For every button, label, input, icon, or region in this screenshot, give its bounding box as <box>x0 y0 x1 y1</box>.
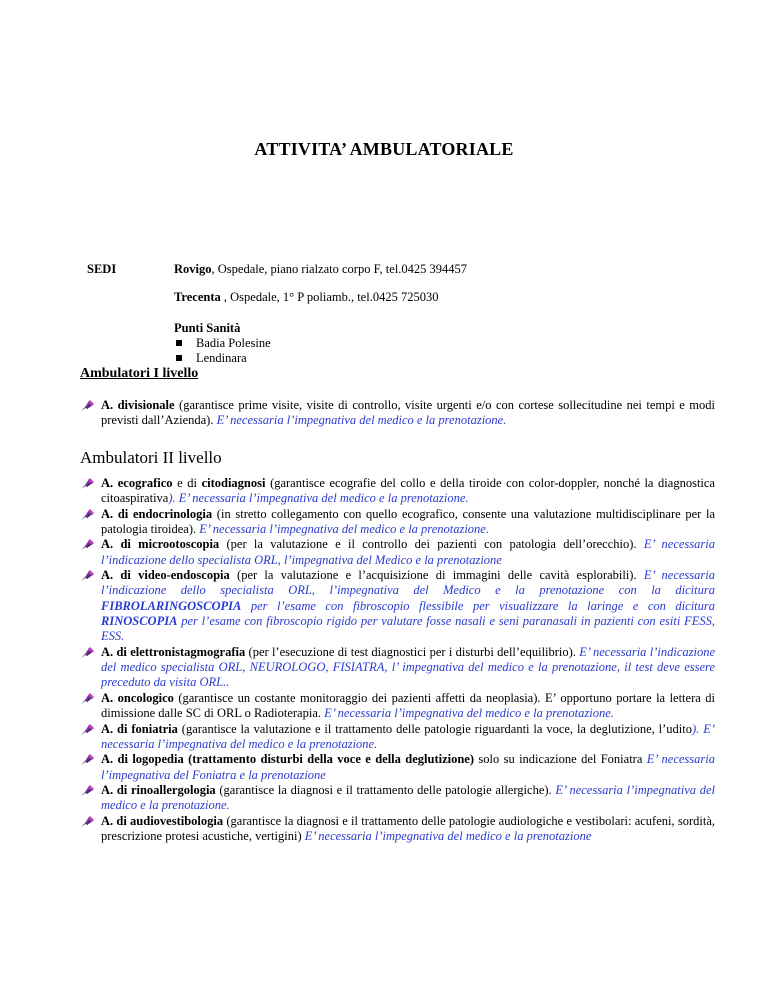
item-title: A. di video-endoscopia <box>101 568 230 583</box>
sede-trecenta-name: Trecenta <box>174 290 221 304</box>
item-title: A. oncologico <box>101 690 174 705</box>
list-item <box>80 398 715 429</box>
punto-label: Badia Polesine <box>196 336 271 350</box>
list-item <box>80 722 715 753</box>
section1-list <box>80 398 715 429</box>
punto-label: Lendinara <box>196 351 247 365</box>
section2-list <box>80 476 715 844</box>
pushpin-icon <box>80 754 94 766</box>
sedi-label: SEDI <box>87 262 117 276</box>
item-note: E’ necessaria l’indicazione del medico specialista ORL, NEUROLOGO, FISIATRA, l’ impegnativa del medico e la prenotazione, il test deve essere preceduto da visita ORL.. <box>101 644 716 690</box>
section1-heading-c: livello <box>162 366 199 381</box>
item-text: (per l’esecuzione di test diagnostici per i disturbi dell’equilibrio). <box>245 644 580 659</box>
pushpin-icon <box>80 400 94 412</box>
sede-rovigo-text: , Ospedale, piano rialzato corpo F, tel.0425 394457 <box>211 262 468 276</box>
square-bullet-icon <box>176 340 182 346</box>
item-text: (in stretto collegamento con quello ecografico, consente una valutazione multidisciplinare per la patologia tiroidea). <box>101 506 716 537</box>
item-title-2: citodiagnosi <box>201 476 266 490</box>
sede-trecenta-text: , Ospedale, 1° P poliamb., tel.0425 725030 <box>220 290 439 304</box>
item-note: E’ necessaria l’indicazione dello specialista ORL, l’impegnativa del Medico e la prenotazione con la dicitura <box>101 568 715 598</box>
item-text: (garantisce prime visite, visite di controllo, visite urgenti e/o con cortese sollecitudine nei tempi e modi previsti dall’Azienda). <box>101 398 715 428</box>
item-title: A. ecografico <box>101 476 173 490</box>
item-title: A. di audiovestibologia <box>101 813 224 828</box>
pushpin-icon <box>80 693 94 705</box>
page-title: ATTIVITA’ AMBULATORIALE <box>254 139 514 159</box>
item-title: A. di foniatria <box>101 721 178 736</box>
square-bullet-icon <box>176 355 182 361</box>
item-text: solo su indicazione del Foniatra <box>474 752 647 767</box>
item-keyword-1: FIBROLARINGOSCOPIA <box>101 598 242 613</box>
pushpin-icon <box>80 816 94 828</box>
item-note: E’ necessaria l’impegnativa del medico e la prenotazione. <box>324 706 614 721</box>
item-note: ). E’ necessaria l’impegnativa del medico e la prenotazione. <box>101 721 715 751</box>
item-keyword-2: RINOSCOPIA <box>101 614 178 629</box>
item-mid: e di <box>172 476 202 490</box>
sede-trecenta <box>174 290 438 305</box>
pushpin-icon <box>80 509 94 521</box>
item-text: (garantisce ecografie del collo e della tiroide con color-doppler, nonché la diagnostica citoaspirativa <box>101 476 715 506</box>
sede-rovigo-name: Rovigo <box>174 262 212 276</box>
list-item <box>80 752 715 783</box>
pushpin-icon <box>80 570 94 582</box>
item-note: E’ necessaria l’indicazione dello specialista ORL, l’impegnativa del Medico e la prenotazione <box>101 537 715 567</box>
list-item <box>80 783 715 814</box>
pushpin-icon <box>80 539 94 551</box>
item-title: A. di microotoscopia <box>101 537 220 552</box>
item-title: A. di endocrinologia <box>101 506 213 521</box>
pushpin-icon <box>80 785 94 797</box>
list-item <box>80 814 715 845</box>
item-text: (per la valutazione e il controllo dei pazienti con patologia dell’orecchio). <box>219 537 644 552</box>
item-note: E’ necessaria l’impegnativa del Foniatra e la prenotazione <box>101 752 715 782</box>
punti-sanita-list <box>174 336 271 366</box>
item-title: A. divisionale <box>101 398 175 412</box>
pushpin-icon <box>80 724 94 736</box>
section1-heading-a: Ambulatori <box>80 366 150 381</box>
list-item <box>174 336 271 351</box>
item-title: A. di elettronistagmografia <box>101 644 246 659</box>
list-item <box>80 645 715 691</box>
item-note: E’ necessaria l’impegnativa del medico e la prenotazione. <box>199 522 489 537</box>
item-text: (per la valutazione e l’acquisizione di immagini delle cavità esplorabili). <box>229 568 644 583</box>
item-note: E’ necessaria l’impegnativa del medico e la prenotazione. <box>216 413 507 428</box>
list-item <box>80 476 715 507</box>
pushpin-icon <box>80 478 94 490</box>
item-note: E’ necessaria l’impegnativa del medico e la prenotazione. <box>101 782 715 813</box>
item-note: E’ necessaria l’impegnativa del medico e la prenotazione <box>304 828 592 843</box>
item-note-3: per l’esame con fibroscopio rigido per valutare fosse nasali e seni paranasali in pazienti con esiti FESS, ESS. <box>101 614 715 644</box>
punti-sanita <box>174 321 271 366</box>
item-text: (garantisce la diagnosi e il trattamento delle patologie allergiche). <box>215 782 556 797</box>
section1-heading <box>80 366 198 382</box>
section1-heading-b: I <box>153 366 159 381</box>
pushpin-icon <box>80 647 94 659</box>
item-note-2: per l’esame con fibroscopio flessibile per visualizzare la laringe e con dicitura <box>241 598 715 613</box>
item-text: (garantisce la valutazione e il trattamento delle patologie riguardanti la voce, la deglutizione, l’udito <box>177 721 693 736</box>
item-title: A. di rinoallergologia <box>101 782 216 797</box>
item-note: ). E’ necessaria l’impegnativa del medico e la prenotazione. <box>168 491 469 506</box>
item-text: (garantisce la diagnosi e il trattamento delle patologie audiologiche e vestibolari: acufeni, sordità, prescrizione protesi acustiche, vertigini) <box>101 813 715 843</box>
sede-rovigo <box>174 262 467 277</box>
section2-heading: Ambulatori II livello <box>80 448 222 467</box>
punti-sanita-heading: Punti Sanità <box>174 321 241 335</box>
list-item <box>80 568 715 645</box>
item-title: A. di logopedia (trattamento disturbi della voce e della deglutizione) <box>101 752 475 767</box>
list-item <box>174 351 271 366</box>
list-item <box>80 537 715 568</box>
list-item <box>80 691 715 722</box>
list-item <box>80 507 715 538</box>
item-text: (garantisce un costante monitoraggio dei pazienti affetti da neoplasia). E’ opportuno portare la lettera di dimissione dalle SC di ORL o Radioterapia. <box>101 690 715 721</box>
